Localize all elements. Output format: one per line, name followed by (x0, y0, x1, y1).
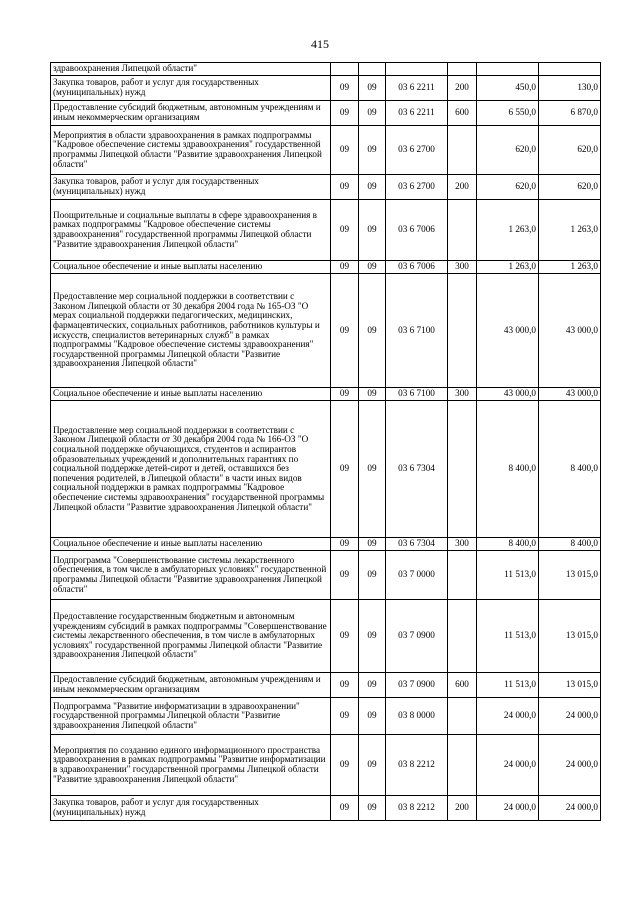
subsection-code-cell: 09 (359, 126, 386, 175)
subsection-code-cell: 09 (359, 388, 386, 401)
amount-year2-cell: 24 000,0 (539, 796, 601, 821)
section-code-cell: 09 (331, 735, 359, 796)
section-code-cell: 09 (331, 551, 359, 600)
row-name-cell: Закупка товаров, работ и услуг для государственных (муниципальных) нужд (51, 796, 331, 821)
expense-type-cell (448, 698, 477, 735)
target-article-cell: 03 6 2211 (386, 101, 448, 126)
table-row (51, 673, 601, 698)
table-row (51, 698, 601, 735)
target-article-cell: 03 6 7304 (386, 401, 448, 538)
row-name-cell: Предоставление государственным бюджетным и автономным учреждениям субсидий в рамках подпрограммы "Совершенствование системы лекарственного обеспечения, в том числе в амбулаторных условиях" государственной программы Липецкой области "Развитие здравоохранения Липецкой области" (51, 600, 331, 673)
subsection-code-cell: 09 (359, 735, 386, 796)
row-name-cell: Социальное обеспечение и иные выплаты населению (51, 538, 331, 551)
subsection-code-cell: 09 (359, 261, 386, 274)
expense-type-cell: 200 (448, 796, 477, 821)
row-name-cell: Подпрограмма "Развитие информатизации в здравоохранении" государственной программы Липецкой области "Развитие здравоохранения Липецкой области" (51, 698, 331, 735)
subsection-code-cell: 09 (359, 796, 386, 821)
amount-year2-cell (539, 63, 601, 76)
amount-year1-cell: 620,0 (477, 175, 539, 200)
table-body (51, 63, 601, 821)
target-article-cell: 03 6 2700 (386, 175, 448, 200)
target-article-cell: 03 8 0000 (386, 698, 448, 735)
subsection-code-cell: 09 (359, 175, 386, 200)
section-code-cell: 09 (331, 538, 359, 551)
row-name-cell: Социальное обеспечение и иные выплаты населению (51, 261, 331, 274)
row-name-cell: Предоставление субсидий бюджетным, автономным учреждениям и иным некоммерческим организациям (51, 673, 331, 698)
table-row (51, 126, 601, 175)
expense-type-cell: 600 (448, 673, 477, 698)
target-article-cell: 03 7 0900 (386, 673, 448, 698)
target-article-cell: 03 7 0900 (386, 600, 448, 673)
target-article-cell: 03 6 7100 (386, 274, 448, 388)
target-article-cell: 03 8 2212 (386, 735, 448, 796)
row-name-cell: Мероприятия в области здравоохранения в рамках подпрограммы "Кадровое обеспечение системы здравоохранения" государственной программы Липецкой области "Развитие здравоохранения Липецкой области" (51, 126, 331, 175)
target-article-cell: 03 8 2212 (386, 796, 448, 821)
amount-year1-cell: 1 263,0 (477, 200, 539, 261)
row-name-cell: Предоставление мер социальной поддержки в соответствии с Законом Липецкой области от 30 декабря 2004 года № 166-ОЗ "О социальной поддержке обучающихся, студентов и аспирантов образовательных учреждений и дополнительных гарантиях по социальной поддержке детей-сирот и детей, оставшихся без попечения родителей, в Липецкой области" в части иных видов социальной поддержки в рамках подпрограммы "Кадровое обеспечение системы здравоохранения" государственной программы Липецкой области "Развитие здравоохранения Липецкой области" (51, 401, 331, 538)
amount-year1-cell: 6 550,0 (477, 101, 539, 126)
subsection-code-cell: 09 (359, 698, 386, 735)
row-name-cell: Мероприятия по созданию единого информационного пространства здравоохранения в рамках подпрограммы "Развитие информатизации в здравоохранении" государственной программы Липецкой области "Развитие здравоохранения Липецкой области" (51, 735, 331, 796)
amount-year1-cell: 11 513,0 (477, 673, 539, 698)
section-code-cell: 09 (331, 200, 359, 261)
budget-table (50, 62, 601, 821)
expense-type-cell: 300 (448, 261, 477, 274)
expense-type-cell (448, 274, 477, 388)
expense-type-cell: 300 (448, 538, 477, 551)
table-row (51, 551, 601, 600)
table-row (51, 600, 601, 673)
amount-year1-cell: 1 263,0 (477, 261, 539, 274)
amount-year2-cell: 130,0 (539, 76, 601, 101)
target-article-cell: 03 6 7006 (386, 261, 448, 274)
amount-year1-cell: 8 400,0 (477, 538, 539, 551)
amount-year1-cell: 620,0 (477, 126, 539, 175)
target-article-cell: 03 6 7100 (386, 388, 448, 401)
section-code-cell: 09 (331, 673, 359, 698)
target-article-cell: 03 7 0000 (386, 551, 448, 600)
page-number: 415 (311, 37, 329, 51)
amount-year2-cell: 6 870,0 (539, 101, 601, 126)
row-name-cell: Подпрограмма "Совершенствование системы лекарственного обеспечения, в том числе в амбулаторных условиях" государственной программы Липецкой области "Развитие здравоохранения Липецкой области" (51, 551, 331, 600)
section-code-cell (331, 63, 359, 76)
amount-year2-cell: 13 015,0 (539, 551, 601, 600)
amount-year2-cell: 1 263,0 (539, 261, 601, 274)
target-article-cell (386, 63, 448, 76)
amount-year2-cell: 1 263,0 (539, 200, 601, 261)
row-name-cell: Предоставление мер социальной поддержки в соответствии с Законом Липецкой области от 30 декабря 2004 года № 165-ОЗ "О мерах социальной поддержки педагогических, медицинских, фармацевтических, социальных работников, работников культуры и искусств, специалистов ветеринарных служб" в рамках подпрограммы "Кадровое обеспечение системы здравоохранения" государственной программы Липецкой области "Развитие здравоохранения Липецкой области" (51, 274, 331, 388)
target-article-cell: 03 6 7006 (386, 200, 448, 261)
section-code-cell: 09 (331, 261, 359, 274)
amount-year2-cell: 43 000,0 (539, 274, 601, 388)
table-row (51, 796, 601, 821)
section-code-cell: 09 (331, 274, 359, 388)
target-article-cell: 03 6 2700 (386, 126, 448, 175)
amount-year1-cell: 43 000,0 (477, 274, 539, 388)
amount-year2-cell: 8 400,0 (539, 401, 601, 538)
expense-type-cell (448, 200, 477, 261)
amount-year1-cell: 450,0 (477, 76, 539, 101)
amount-year2-cell: 13 015,0 (539, 673, 601, 698)
subsection-code-cell: 09 (359, 401, 386, 538)
amount-year2-cell: 13 015,0 (539, 600, 601, 673)
subsection-code-cell (359, 63, 386, 76)
amount-year1-cell: 24 000,0 (477, 796, 539, 821)
row-name-cell: Закупка товаров, работ и услуг для государственных (муниципальных) нужд (51, 175, 331, 200)
table-row (51, 200, 601, 261)
table-row (51, 538, 601, 551)
section-code-cell: 09 (331, 600, 359, 673)
row-name-cell: Поощрительные и социальные выплаты в сфере здравоохранения в рамках подпрограммы "Кадровое обеспечение системы здравоохранения" государственной программы Липецкой области "Развитие здравоохранения Липецкой области" (51, 200, 331, 261)
expense-type-cell (448, 401, 477, 538)
amount-year2-cell: 8 400,0 (539, 538, 601, 551)
section-code-cell: 09 (331, 388, 359, 401)
expense-type-cell (448, 126, 477, 175)
subsection-code-cell: 09 (359, 274, 386, 388)
target-article-cell: 03 6 2211 (386, 76, 448, 101)
row-name-cell: Предоставление субсидий бюджетным, автономным учреждениям и иным некоммерческим организациям (51, 101, 331, 126)
section-code-cell: 09 (331, 126, 359, 175)
amount-year1-cell: 11 513,0 (477, 551, 539, 600)
table-row (51, 76, 601, 101)
row-name-cell: здравоохранения Липецкой области" (51, 63, 331, 76)
amount-year1-cell (477, 63, 539, 76)
section-code-cell: 09 (331, 401, 359, 538)
section-code-cell: 09 (331, 175, 359, 200)
table-row (51, 261, 601, 274)
amount-year1-cell: 8 400,0 (477, 401, 539, 538)
target-article-cell: 03 6 7304 (386, 538, 448, 551)
expense-type-cell: 600 (448, 101, 477, 126)
table-row (51, 401, 601, 538)
expense-type-cell (448, 600, 477, 673)
amount-year2-cell: 620,0 (539, 126, 601, 175)
subsection-code-cell: 09 (359, 600, 386, 673)
section-code-cell: 09 (331, 101, 359, 126)
expense-type-cell (448, 63, 477, 76)
table-row (51, 101, 601, 126)
subsection-code-cell: 09 (359, 673, 386, 698)
expense-type-cell: 300 (448, 388, 477, 401)
expense-type-cell (448, 551, 477, 600)
expense-type-cell: 200 (448, 175, 477, 200)
amount-year2-cell: 24 000,0 (539, 698, 601, 735)
section-code-cell: 09 (331, 698, 359, 735)
subsection-code-cell: 09 (359, 551, 386, 600)
row-name-cell: Закупка товаров, работ и услуг для государственных (муниципальных) нужд (51, 76, 331, 101)
amount-year1-cell: 24 000,0 (477, 698, 539, 735)
subsection-code-cell: 09 (359, 76, 386, 101)
expense-type-cell: 200 (448, 76, 477, 101)
table-row (51, 175, 601, 200)
subsection-code-cell: 09 (359, 538, 386, 551)
row-name-cell: Социальное обеспечение и иные выплаты населению (51, 388, 331, 401)
amount-year2-cell: 43 000,0 (539, 388, 601, 401)
subsection-code-cell: 09 (359, 200, 386, 261)
amount-year2-cell: 620,0 (539, 175, 601, 200)
table-row (51, 735, 601, 796)
amount-year1-cell: 24 000,0 (477, 735, 539, 796)
section-code-cell: 09 (331, 796, 359, 821)
subsection-code-cell: 09 (359, 101, 386, 126)
table-row (51, 388, 601, 401)
table-row (51, 63, 601, 76)
expense-type-cell (448, 735, 477, 796)
section-code-cell: 09 (331, 76, 359, 101)
amount-year1-cell: 43 000,0 (477, 388, 539, 401)
amount-year1-cell: 11 513,0 (477, 600, 539, 673)
amount-year2-cell: 24 000,0 (539, 735, 601, 796)
table-row (51, 274, 601, 388)
